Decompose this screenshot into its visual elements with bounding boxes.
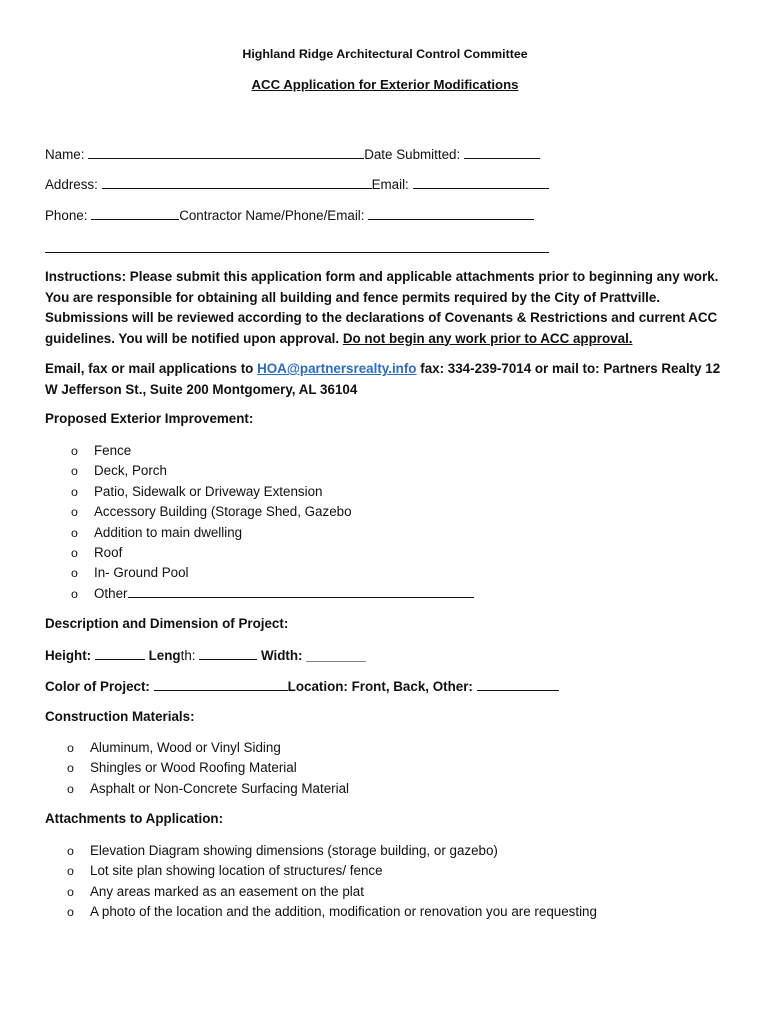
email-field[interactable]: [413, 176, 549, 189]
materials-list: [67, 738, 349, 799]
hoa-email-link[interactable]: HOA@partnersrealty.info: [257, 361, 417, 376]
list-item[interactable]: [71, 482, 474, 502]
attachments-list: [67, 841, 597, 923]
email-label: Email:: [371, 177, 409, 192]
length-field[interactable]: [199, 647, 257, 660]
bullet-mark: o: [71, 444, 78, 458]
bullet-mark: o: [71, 525, 78, 540]
instructions-warning: Do not begin any work prior to ACC approval.: [342, 330, 633, 346]
list-item-label: Elevation Diagram showing dimensions (storage building, or gazebo): [90, 843, 498, 858]
list-item[interactable]: [67, 758, 349, 778]
bullet-mark: o: [67, 761, 74, 776]
contractor-label: Contractor Name/Phone/Email:: [179, 208, 365, 223]
contact-paragraph: [45, 359, 735, 400]
form-title-text: ACC Application for Exterior Modifications: [251, 77, 519, 92]
name-field[interactable]: [88, 146, 364, 159]
list-item[interactable]: [71, 461, 474, 481]
contractor-extra-line[interactable]: [45, 240, 549, 253]
list-item[interactable]: [67, 738, 349, 758]
list-item: [67, 902, 597, 922]
list-item-label: In- Ground Pool: [94, 565, 189, 581]
phone-field[interactable]: [91, 207, 179, 220]
date-field[interactable]: [464, 146, 540, 159]
bullet-mark: o: [67, 884, 74, 899]
length-label-bold: Leng: [148, 648, 181, 663]
list-item: [67, 861, 597, 881]
date-label: Date Submitted:: [364, 147, 461, 162]
list-item[interactable]: [71, 543, 474, 563]
list-item-label: A photo of the location and the addition, modification or renovation you are requesting: [90, 904, 597, 920]
list-item-label: Asphalt or Non-Concrete Surfacing Material: [90, 780, 350, 796]
height-field[interactable]: [95, 647, 145, 660]
improvement-heading: Proposed Exterior Improvement:: [45, 411, 254, 426]
location-label: Location: Front, Back, Other:: [287, 679, 473, 694]
location-field[interactable]: [477, 678, 559, 691]
phone-row: [45, 207, 534, 223]
materials-heading: Construction Materials:: [45, 709, 195, 724]
instructions-paragraph: [45, 267, 735, 349]
width-label: Width:: [260, 648, 303, 663]
list-item: [67, 841, 597, 861]
attachments-heading: Attachments to Application:: [45, 811, 224, 826]
length-label-rest: th:: [180, 648, 196, 663]
list-item-label: Fence: [94, 443, 132, 458]
bullet-mark: o: [67, 781, 74, 796]
contact-suffix: fax: 334-239-7014 or mail to: Partners Realty 12 W Jefferson St., Suite 200 Montgomery, AL 36104: [45, 361, 721, 397]
bullet-mark: o: [67, 905, 74, 920]
bullet-mark: o: [71, 545, 78, 560]
list-item[interactable]: [71, 523, 474, 543]
bullet-mark: o: [71, 505, 78, 520]
instructions-text: Instructions: Please submit this application form and applicable attachments prior to beginning any work. You are responsible for obtaining all building and fence permits required by the City of Prattville. Submissions will be reviewed according to the declarations of Covenants & Restrictions and current ACC guidelines. You will be notified upon approval.: [45, 269, 719, 346]
list-item[interactable]: [71, 563, 474, 583]
bullet-mark: o: [67, 741, 74, 755]
list-item-label: Accessory Building (Storage Shed, Gazebo: [94, 504, 352, 520]
bullet-mark: o: [71, 464, 78, 479]
bullet-mark: o: [71, 586, 78, 601]
list-item: [67, 882, 597, 902]
bullet-mark: o: [67, 864, 74, 879]
contact-prefix: Email, fax or mail applications to: [45, 361, 254, 376]
width-field[interactable]: ________: [306, 648, 366, 663]
bullet-mark: o: [71, 566, 78, 581]
bullet-mark: o: [71, 484, 78, 499]
color-field[interactable]: [154, 678, 288, 691]
list-item[interactable]: [71, 502, 474, 522]
address-row: [45, 176, 549, 192]
list-item-label: Shingles or Wood Roofing Material: [90, 760, 297, 776]
name-row: [45, 146, 540, 162]
address-label: Address:: [45, 177, 98, 192]
color-location-row: [45, 678, 559, 694]
dimension-row: [45, 647, 366, 663]
list-item-label: Any areas marked as an easement on the plat: [90, 883, 364, 899]
phone-label: Phone:: [45, 208, 88, 223]
list-item-label: Addition to main dwelling: [94, 524, 243, 540]
list-item-label: Lot site plan showing location of structures/ fence: [90, 863, 383, 879]
list-item-label: Patio, Sidewalk or Driveway Extension: [94, 483, 323, 499]
list-item[interactable]: [67, 779, 349, 799]
description-heading: Description and Dimension of Project:: [45, 616, 289, 631]
color-label: Color of Project:: [45, 679, 150, 694]
contractor-field[interactable]: [368, 207, 534, 220]
form-title: [0, 77, 770, 92]
list-item[interactable]: [71, 441, 474, 461]
improvement-list: [71, 441, 474, 604]
list-item-label: Roof: [94, 544, 123, 560]
list-item-label: Aluminum, Wood or Vinyl Siding: [90, 740, 281, 755]
bullet-mark: o: [67, 844, 74, 858]
list-item-label: Other: [94, 585, 128, 601]
name-label: Name:: [45, 147, 85, 162]
other-field[interactable]: [128, 585, 474, 598]
height-label: Height:: [45, 648, 92, 663]
list-item-label: Deck, Porch: [94, 463, 167, 479]
list-item[interactable]: [71, 584, 474, 604]
address-field[interactable]: [102, 176, 372, 189]
committee-title: Highland Ridge Architectural Control Committee: [242, 47, 528, 61]
